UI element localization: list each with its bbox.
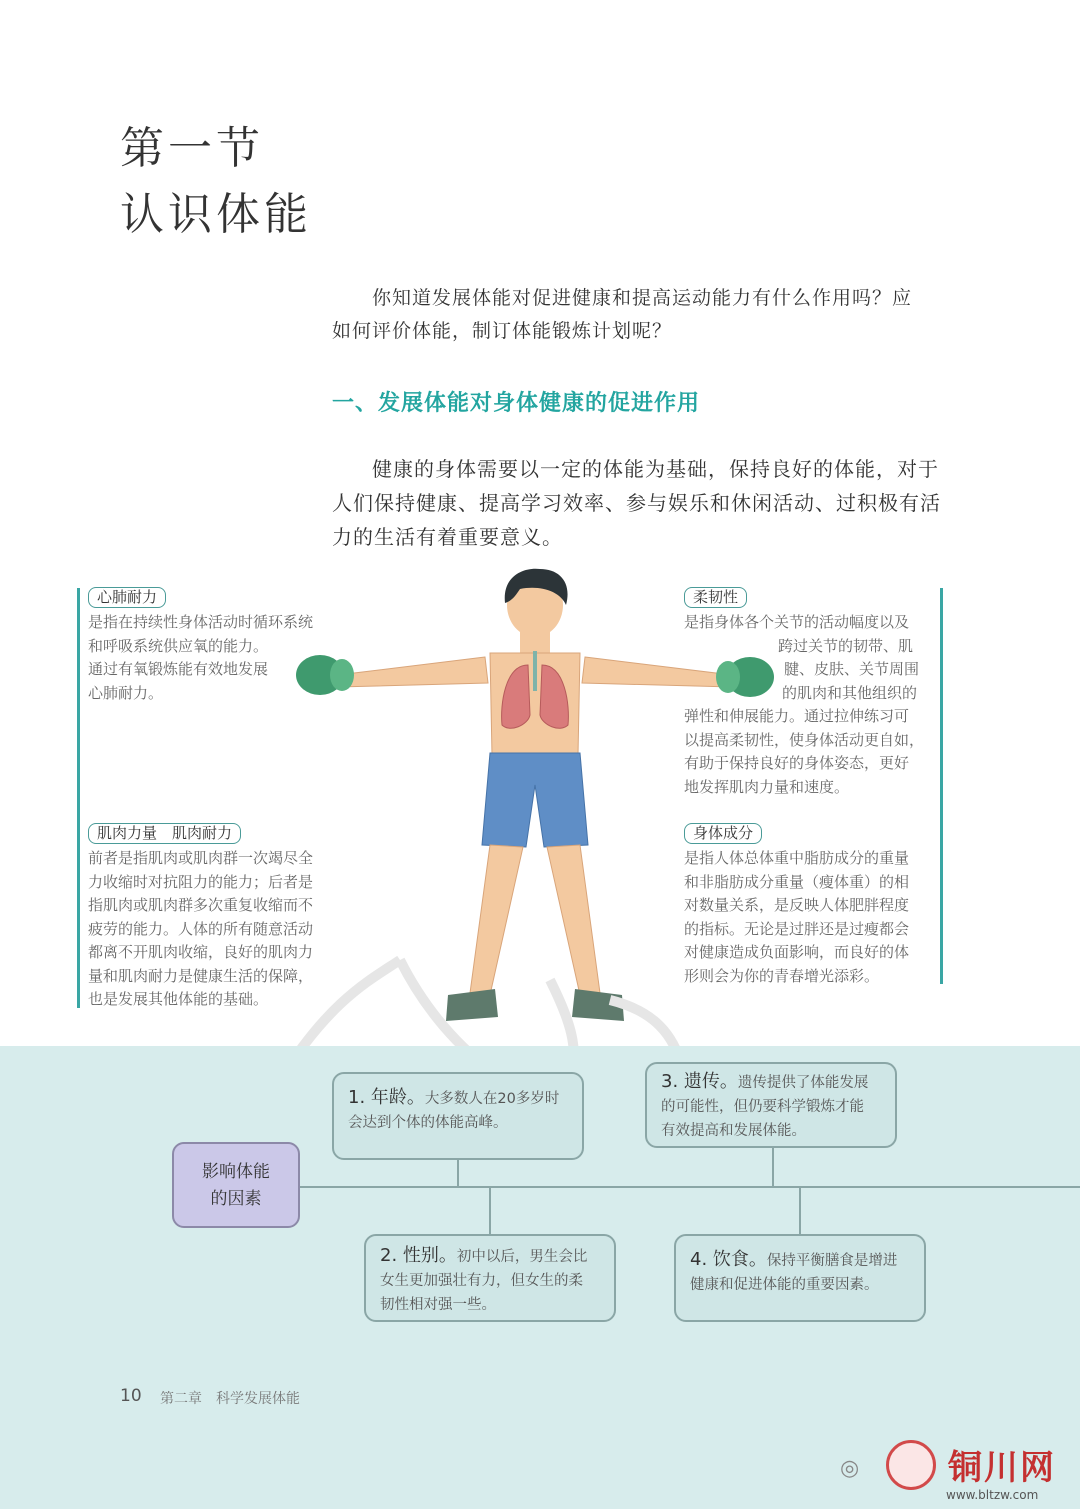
section-heading: 一、发展体能对身体健康的促进作用 — [332, 391, 701, 416]
paragraph-line: 力的生活有着重要意义。 — [332, 525, 563, 549]
flexibility-line: 的肌肉和其他组织的 — [782, 683, 918, 702]
page-number: 10 — [120, 1386, 142, 1406]
footer-subject: 科学发展体能 — [216, 1391, 300, 1407]
cardio-tag: 心肺耐力 — [88, 587, 166, 608]
factor-gender-line: 女生更加强壮有力，但女生的柔 — [380, 1273, 583, 1289]
factor-heredity-line: 有效提高和发展体能。 — [661, 1123, 806, 1139]
muscle-line: 也是发展其他体能的基础。 — [88, 990, 269, 1008]
muscle-line: 指肌肉或肌肉群多次重复收缩而不 — [88, 896, 314, 914]
flexibility-line: 腱、皮肤、关节周围 — [784, 660, 920, 678]
cardio-line: 通过有氧锻炼能有效地发展 — [88, 660, 269, 678]
right-dumbbell-icon — [716, 657, 774, 697]
footer-chapter: 第二章 — [160, 1391, 202, 1407]
body-paragraph — [332, 452, 944, 554]
factor-age-box — [332, 1072, 584, 1160]
factor-heredity-line: 遗传提供了体能发展 — [737, 1075, 869, 1091]
body-composition-line: 是指人体总体重中脂肪成分的重量 — [684, 849, 910, 867]
factor-heredity-heading: 3. 遗传。 — [661, 1071, 738, 1092]
site-watermark: 铜川网 — [948, 1448, 1056, 1488]
site-seal-icon — [886, 1440, 936, 1490]
factor-age-line: 大多数人在20多岁时 — [424, 1091, 560, 1107]
factor-diet-line: 保持平衡膳食是增进 — [766, 1253, 898, 1269]
cardio-line: 心肺耐力。 — [88, 683, 164, 702]
left-dumbbell-icon — [296, 655, 354, 695]
factors-main-node — [172, 1142, 300, 1228]
left-accent-bar — [77, 588, 80, 1008]
factor-heredity-box — [645, 1062, 897, 1148]
flexibility-line: 弹性和伸展能力。通过拉伸练习可 — [684, 707, 910, 725]
factor-main-line: 影响体能 — [202, 1162, 270, 1182]
intro-question — [332, 282, 944, 348]
chapter-section-title: 第一节 — [120, 123, 264, 174]
factor-connector — [799, 1188, 801, 1236]
body-composition-line: 形则会为你的青春增光添彩。 — [684, 966, 880, 985]
paragraph-line: 人们保持健康、提高学习效率、参与娱乐和休闲活动、过积极有活 — [332, 491, 941, 515]
body-composition-line: 的指标。无论是过胖还是过瘦都会 — [684, 919, 910, 938]
factor-gender-box — [364, 1234, 616, 1322]
muscle-line: 前者是指肌肉或肌肉群一次竭尽全 — [88, 849, 314, 867]
flexibility-line: 以提高柔韧性，使身体活动更自如， — [684, 730, 925, 749]
factor-connector — [457, 1160, 459, 1186]
body-composition-tag: 身体成分 — [684, 823, 762, 844]
muscle-line: 都离不开肌肉收缩，良好的肌肉力 — [88, 943, 314, 961]
factor-heredity-line: 的可能性，但仍要科学锻炼才能 — [661, 1099, 864, 1115]
flexibility-line: 是指身体各个关节的活动幅度以及 — [684, 613, 910, 631]
factor-connector — [772, 1146, 774, 1186]
site-url: www.bltzw.com — [946, 1488, 1039, 1502]
muscle-line: 力收缩时对抗阻力的能力；后者是 — [88, 872, 314, 891]
body-composition-line: 对数量关系，是反映人体肥胖程度 — [684, 896, 910, 914]
page-title: 认识体能 — [120, 189, 312, 240]
muscle-line: 量和肌肉耐力是健康生活的保障， — [88, 966, 314, 985]
factor-diet-line: 健康和促进体能的重要因素。 — [690, 1277, 879, 1293]
factor-connector-horizontal — [300, 1186, 1080, 1188]
muscle-line: 疲劳的能力。人体的所有随意活动 — [88, 919, 314, 938]
factor-age-heading: 1. 年龄。 — [348, 1087, 425, 1108]
intro-line: 如何评价体能，制订体能锻炼计划呢？ — [332, 320, 673, 342]
flexibility-line: 有助于保持良好的身体姿态，更好 — [684, 754, 910, 772]
factor-connector — [489, 1188, 491, 1236]
factor-main-line: 的因素 — [210, 1189, 262, 1209]
right-accent-bar — [940, 588, 943, 984]
body-composition-line: 对健康造成负面影响，而良好的体 — [684, 943, 910, 961]
flexibility-line: 跨过关节的韧带、肌 — [778, 636, 914, 655]
factor-age-line: 会达到个体的体能高峰。 — [348, 1115, 508, 1131]
cardio-line: 和呼吸系统供应氧的能力。 — [88, 636, 269, 655]
flexibility-line: 地发挥肌肉力量和速度。 — [684, 777, 850, 796]
wechat-icon: ◎ — [840, 1456, 860, 1481]
intro-line: 你知道发展体能对促进健康和提高运动能力有什么作用吗？应 — [372, 287, 913, 309]
factor-diet-box — [674, 1234, 926, 1322]
factor-gender-line: 韧性相对强一些。 — [380, 1297, 496, 1313]
body-composition-line: 和非脂肪成分重量（瘦体重）的相 — [684, 872, 910, 891]
cardio-line: 是指在持续性身体活动时循环系统 — [88, 613, 314, 631]
factor-gender-heading: 2. 性别。 — [380, 1245, 457, 1266]
factor-diet-heading: 4. 饮食。 — [690, 1249, 767, 1270]
flexibility-tag: 柔韧性 — [684, 587, 747, 608]
paragraph-line: 健康的身体需要以一定的体能为基础，保持良好的体能，对于 — [372, 457, 939, 481]
muscle-tag: 肌肉力量 肌肉耐力 — [88, 823, 241, 844]
factor-gender-line: 初中以后，男生会比 — [456, 1249, 588, 1265]
